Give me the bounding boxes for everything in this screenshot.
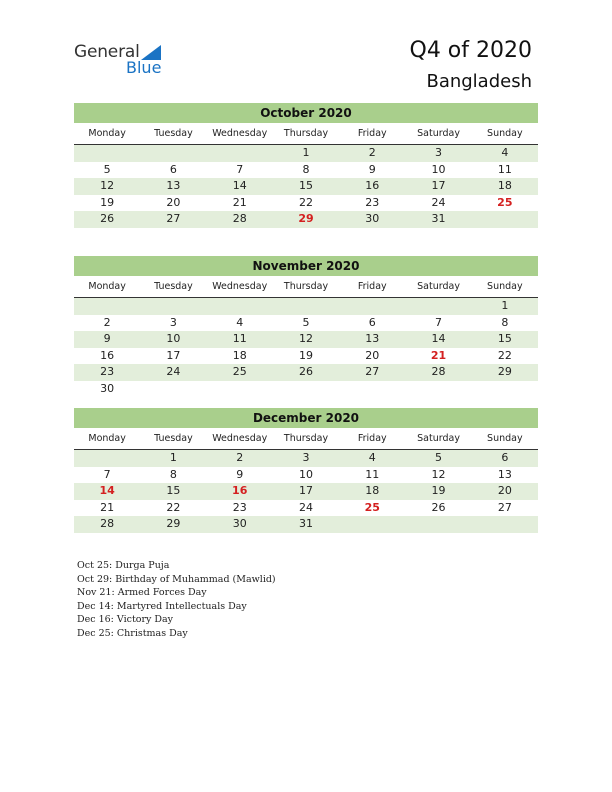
holiday-note: Oct 29: Birthday of Muhammad (Mawlid) (77, 573, 276, 585)
day-cell: 18 (497, 179, 512, 192)
day-cell: 12 (100, 179, 115, 192)
day-cell: 16 (100, 348, 115, 362)
brand-logo (74, 42, 174, 78)
day-cell: 4 (501, 146, 509, 159)
day-cell: 12 (431, 467, 446, 481)
day-cell: 7 (103, 467, 111, 481)
weekday-header-row (74, 276, 538, 298)
weekday-label: Sunday (487, 281, 523, 292)
weekday-label: Monday (88, 433, 126, 444)
month-december (74, 408, 538, 533)
weekday-label: Sunday (487, 433, 523, 444)
day-cell: 23 (365, 195, 380, 209)
holiday-note: Dec 25: Christmas Day (77, 627, 188, 639)
week-row (74, 298, 538, 315)
holiday-day-cell: 25 (497, 195, 513, 209)
month-title: December 2020 (74, 408, 538, 428)
day-cell (273, 381, 339, 398)
weekday-label: Wednesday (212, 281, 268, 292)
page-title: Q4 of 2020 (409, 38, 532, 63)
day-cell: 11 (232, 332, 247, 345)
day-cell: 3 (302, 451, 310, 464)
day-cell: 13 (497, 467, 512, 481)
week-row (74, 483, 538, 500)
week-row (74, 315, 538, 332)
weekday-label: Tuesday (154, 128, 193, 139)
day-cell: 25 (232, 365, 247, 378)
week-row (74, 348, 538, 365)
day-cell: 17 (431, 179, 446, 192)
day-cell: 28 (100, 517, 115, 530)
day-cell: 6 (368, 315, 376, 329)
day-cell (405, 381, 471, 398)
day-cell: 14 (232, 179, 247, 192)
holiday-note: Nov 21: Armed Forces Day (77, 587, 207, 598)
day-cell: 8 (501, 315, 509, 329)
day-cell: 23 (232, 500, 247, 514)
day-cell: 29 (166, 517, 181, 530)
weekday-header-row (74, 428, 538, 450)
weekday-label: Thursday (283, 281, 329, 292)
weekday-label: Wednesday (212, 128, 268, 139)
weekday-label: Friday (357, 281, 387, 292)
day-cell: 30 (232, 517, 247, 530)
day-cell: 6 (501, 451, 509, 464)
day-cell: 19 (298, 348, 313, 362)
day-cell: 30 (100, 381, 115, 395)
month-title: November 2020 (74, 256, 538, 276)
day-cell: 22 (497, 348, 512, 362)
week-row (74, 195, 538, 212)
day-cell: 28 (431, 365, 446, 378)
day-cell: 10 (431, 162, 446, 176)
week-row (74, 450, 538, 467)
holiday-note: Oct 25: Durga Puja (77, 560, 170, 571)
weekday-label: Wednesday (212, 433, 268, 444)
weekday-label: Tuesday (154, 281, 193, 292)
day-cell: 24 (166, 365, 181, 378)
day-cell: 15 (298, 179, 313, 192)
brand-general-text: General (74, 42, 140, 62)
holiday-note: Dec 14: Martyred Intellectuals Day (77, 600, 247, 612)
week-row (74, 211, 538, 228)
day-cell: 4 (236, 315, 244, 329)
weekday-label: Friday (357, 433, 387, 444)
holiday-day-cell: 14 (99, 484, 115, 497)
weekday-label: Friday (357, 128, 387, 139)
day-cell: 9 (236, 467, 244, 481)
day-cell (405, 298, 471, 315)
day-cell: 9 (368, 162, 376, 176)
day-cell: 16 (365, 179, 380, 192)
day-cell (140, 298, 206, 315)
weekday-label: Sunday (487, 128, 523, 139)
day-cell (339, 381, 405, 398)
day-cell: 27 (497, 500, 512, 514)
day-cell (74, 450, 140, 467)
day-cell (140, 145, 206, 162)
week-row (74, 162, 538, 179)
month-october (74, 103, 538, 228)
day-cell: 22 (166, 500, 181, 514)
day-cell (472, 211, 538, 228)
weekday-label: Saturday (417, 433, 460, 444)
day-cell (207, 381, 273, 398)
week-row (74, 364, 538, 381)
day-cell: 2 (236, 451, 244, 464)
weekday-label: Thursday (283, 433, 329, 444)
day-cell (339, 298, 405, 315)
day-cell: 20 (166, 195, 181, 209)
weekday-label: Tuesday (154, 433, 193, 444)
week-row (74, 331, 538, 348)
day-cell: 12 (298, 332, 313, 345)
holiday-day-cell: 16 (232, 484, 248, 497)
day-cell: 9 (103, 332, 111, 345)
day-cell: 11 (365, 467, 380, 481)
holiday-day-cell: 29 (298, 212, 314, 225)
day-cell: 30 (365, 212, 380, 225)
holiday-day-cell: 25 (364, 500, 380, 514)
day-cell: 26 (298, 365, 313, 378)
weekday-label: Thursday (283, 128, 329, 139)
week-row (74, 500, 538, 517)
day-cell: 31 (431, 212, 446, 225)
day-cell: 31 (298, 517, 313, 530)
day-cell: 21 (100, 500, 115, 514)
day-cell: 13 (365, 332, 380, 345)
day-cell (140, 381, 206, 398)
day-cell: 18 (232, 348, 247, 362)
day-cell: 7 (236, 162, 244, 176)
day-cell: 3 (169, 315, 177, 329)
day-cell: 28 (232, 212, 247, 225)
day-cell (273, 298, 339, 315)
country-name: Bangladesh (426, 71, 532, 92)
day-cell: 29 (497, 365, 512, 378)
day-cell: 21 (232, 195, 247, 209)
day-cell: 19 (100, 195, 115, 209)
week-row (74, 381, 538, 398)
day-cell (207, 145, 273, 162)
day-cell: 1 (302, 146, 310, 159)
day-cell: 23 (100, 365, 115, 378)
month-title: October 2020 (74, 103, 538, 123)
day-cell: 20 (365, 348, 380, 362)
day-cell (74, 145, 140, 162)
weekday-label: Monday (88, 281, 126, 292)
day-cell (207, 298, 273, 315)
day-cell: 15 (166, 484, 181, 497)
day-cell (405, 516, 471, 533)
weekday-label: Saturday (417, 128, 460, 139)
week-row (74, 145, 538, 162)
day-cell: 15 (497, 332, 512, 345)
day-cell: 24 (298, 500, 313, 514)
holiday-notes (77, 559, 276, 640)
day-cell: 20 (497, 484, 512, 497)
week-row (74, 467, 538, 484)
day-cell: 11 (497, 162, 512, 176)
day-cell: 13 (166, 179, 181, 192)
day-cell: 2 (103, 315, 111, 329)
day-cell: 27 (166, 212, 181, 225)
day-cell: 5 (435, 451, 443, 464)
day-cell: 2 (368, 146, 376, 159)
day-cell: 17 (298, 484, 313, 497)
holiday-note: Dec 16: Victory Day (77, 614, 174, 625)
day-cell: 27 (365, 365, 380, 378)
week-row (74, 178, 538, 195)
day-cell: 8 (169, 467, 177, 481)
day-cell: 17 (166, 348, 181, 362)
day-cell: 14 (431, 332, 446, 345)
day-cell: 18 (365, 484, 380, 497)
day-cell: 10 (298, 467, 313, 481)
day-cell: 1 (501, 299, 509, 312)
day-cell: 26 (431, 500, 446, 514)
day-cell (472, 381, 538, 398)
day-cell: 1 (169, 451, 177, 464)
day-cell: 10 (166, 332, 181, 345)
brand-blue-text: Blue (126, 58, 162, 77)
day-cell: 7 (435, 315, 443, 329)
day-cell: 6 (169, 162, 177, 176)
month-november (74, 256, 538, 397)
week-row (74, 516, 538, 533)
weekday-header-row (74, 123, 538, 145)
holiday-day-cell: 21 (430, 348, 447, 362)
day-cell (74, 298, 140, 315)
day-cell: 22 (298, 195, 313, 209)
day-cell (339, 516, 405, 533)
day-cell: 19 (431, 484, 446, 497)
weekday-label: Saturday (417, 281, 460, 292)
day-cell: 8 (302, 162, 310, 176)
day-cell: 3 (435, 146, 443, 159)
day-cell (472, 516, 538, 533)
day-cell: 5 (103, 162, 111, 176)
day-cell: 4 (368, 451, 376, 464)
day-cell: 5 (302, 315, 310, 329)
day-cell: 26 (100, 212, 115, 225)
weekday-label: Monday (88, 128, 126, 139)
day-cell: 24 (431, 195, 446, 209)
